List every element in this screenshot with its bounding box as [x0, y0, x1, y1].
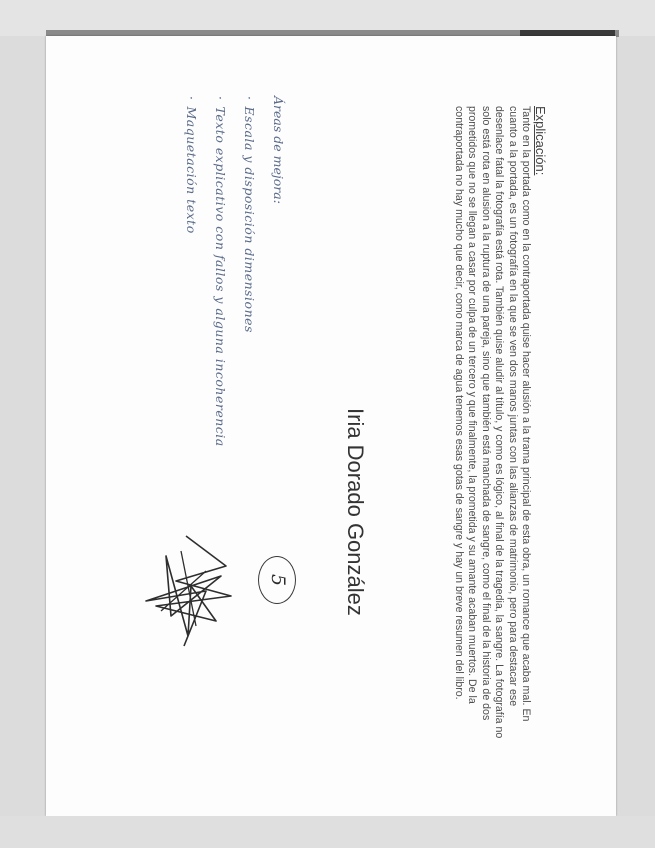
- bullet-mark: ·: [184, 96, 199, 101]
- note-item: [242, 96, 257, 616]
- improvement-areas-heading: Áreas de mejora:: [271, 96, 286, 204]
- note-text: Escala y disposición dimensiones: [242, 106, 257, 333]
- scanner-edge-bottom: [0, 816, 655, 848]
- author-name: Iria Dorado González: [343, 408, 368, 616]
- handwritten-notes: [170, 96, 286, 616]
- note-item: [184, 96, 199, 616]
- grade-circle: 5: [258, 556, 296, 604]
- bullet-mark: ·: [213, 96, 228, 101]
- rotated-page-content: [46, 36, 616, 816]
- note-text: Maquetación texto: [184, 106, 199, 234]
- bullet-mark: ·: [242, 96, 257, 101]
- scanner-edge-top: [0, 0, 655, 36]
- scanned-page: [46, 36, 616, 816]
- note-text: Texto explicativo con fallos y alguna incoherencia: [213, 106, 228, 447]
- explanation-heading: Explicación:: [533, 106, 548, 176]
- explanation-body: Tanto en la portada como en la contraportada quise hacer alusión a la trama principal de esta obra, un romance que acaba mal. En cuanto a la portada, es un fotografía en la que se ven dos manos juntas con las alianzas de matrimonio, pero para destacar ese desenlace fatal la fotografía está rota. También quise aludir al título, y como es lógico, al final de la tragedia, la sangre. La fotografía no solo está rota en alusion a la ruptura de una pareja, sino que también está manchada de sangre, como el final de la historia de dos prometidos que no se llegan a casar por culpa de un tercero y que finalmente, la prometida y su amante acaban muertos. De la contraportada no hay mucho que decir, como marca de agua tenemos esas gotas de sangre y hay un breve resumen del libro.: [452, 106, 532, 739]
- note-item: [213, 96, 228, 616]
